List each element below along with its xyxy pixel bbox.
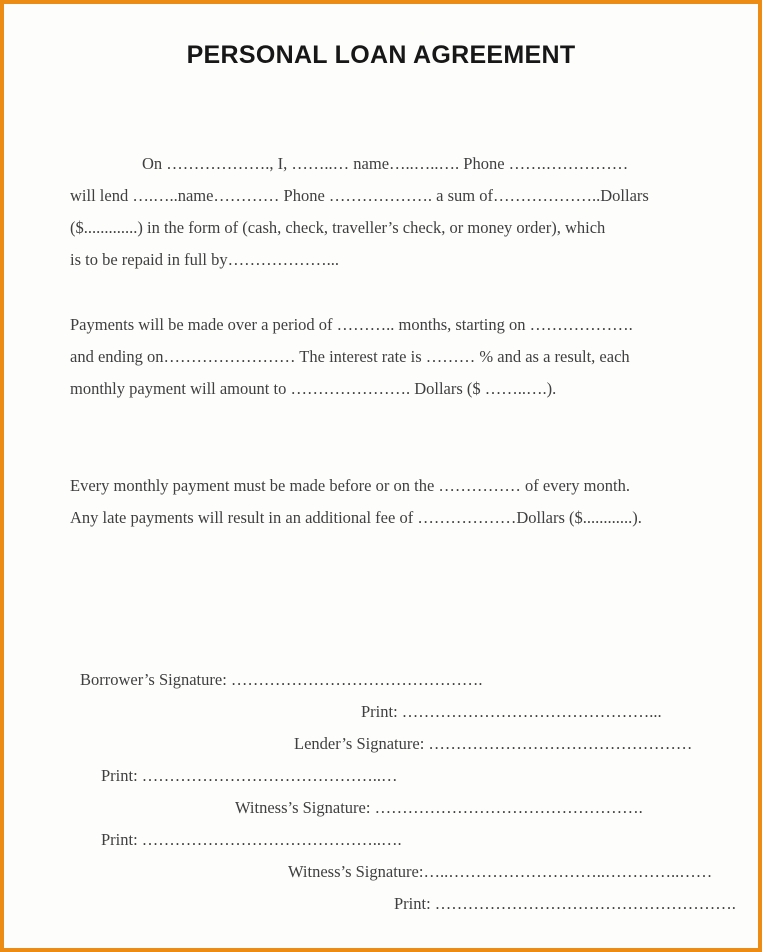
agreement-line: Any late payments will result in an additional fee of ………………Dollars ($............). <box>70 508 642 527</box>
agreement-line: Payments will be made over a period of ……….. months, starting on ………………. <box>70 315 633 334</box>
witness2-print-line: Print: ………………………………………………. <box>394 894 736 913</box>
lender-signature-line: Lender’s Signature: ………………………………………… <box>294 734 693 753</box>
witness2-signature-line: Witness’s Signature:…..………………………..…………..…… <box>288 862 713 881</box>
agreement-line: is to be repaid in full by………………... <box>70 250 340 269</box>
witness1-print-line: Print: ……………………………………..…. <box>101 830 402 849</box>
agreement-line: will lend ….…..name………… Phone ………………. a sum of………………..Dollars <box>70 186 649 205</box>
agreement-line: On ………………., I, ……..… name…..…..…. Phone …….…………… <box>142 154 629 173</box>
late-fee-paragraph <box>70 470 692 534</box>
lender-print-line: Print: ……………………………………..… <box>101 766 398 785</box>
agreement-line: Every monthly payment must be made before or on the …………… of every month. <box>70 476 630 495</box>
agreement-line: and ending on…………………… The interest rate is ……… % and as a result, each <box>70 347 630 366</box>
document-title: PERSONAL LOAN AGREEMENT <box>186 41 576 69</box>
borrower-signature-line: Borrower’s Signature: ………………………………………. <box>80 670 483 689</box>
payments-paragraph <box>70 309 692 405</box>
witness1-signature-line: Witness’s Signature: …………………………………………. <box>235 798 643 817</box>
intro-paragraph <box>70 148 692 276</box>
signature-block <box>70 664 736 920</box>
borrower-print-line: Print: ………………………………………... <box>361 702 662 721</box>
agreement-line: monthly payment will amount to …………………. Dollars ($ ……..….). <box>70 379 557 398</box>
agreement-line: ($.............) in the form of (cash, check, traveller’s check, or money order), which <box>70 218 606 237</box>
